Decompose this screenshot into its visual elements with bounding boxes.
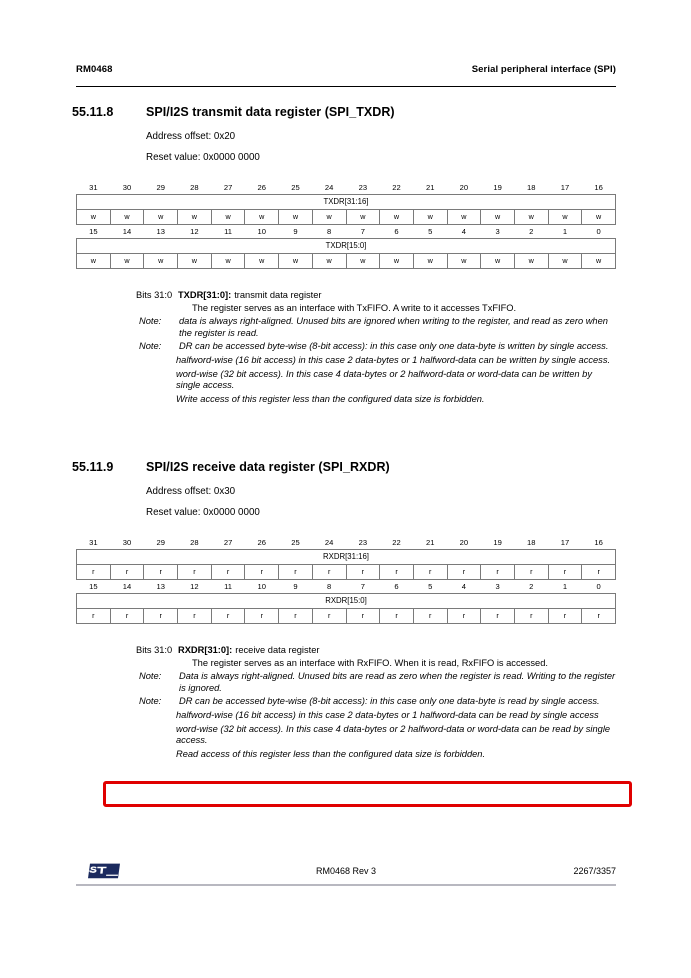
access-cell: w bbox=[110, 254, 144, 269]
bit-number: 9 bbox=[293, 582, 298, 591]
rxdr-low-access-row bbox=[77, 609, 616, 624]
access-cell: r bbox=[279, 609, 313, 624]
access-cell: w bbox=[413, 210, 447, 225]
access-cell: w bbox=[481, 254, 515, 269]
access-cell: r bbox=[312, 565, 346, 580]
bit-number: 24 bbox=[324, 183, 334, 192]
access-cell: r bbox=[582, 565, 616, 580]
access-cell: r bbox=[447, 609, 481, 624]
bit-number: 21 bbox=[425, 538, 435, 547]
bit-number: 26 bbox=[257, 183, 266, 192]
bit-number: 23 bbox=[358, 183, 368, 192]
txdr-low-field-row bbox=[77, 239, 616, 254]
bits-field-name: TXDR[31:0]: bbox=[178, 290, 232, 300]
access-cell: r bbox=[110, 565, 144, 580]
txdr-low-access-row bbox=[77, 254, 616, 269]
access-cell: r bbox=[582, 609, 616, 624]
rxdr-address-offset: Address offset: 0x30 bbox=[146, 486, 236, 497]
access-cell: w bbox=[110, 210, 144, 225]
access-cell: w bbox=[346, 210, 380, 225]
bit-number: 19 bbox=[493, 538, 502, 547]
bit-number: 3 bbox=[495, 582, 500, 591]
bit-number: 20 bbox=[459, 538, 469, 547]
bit-number: 8 bbox=[327, 227, 332, 236]
txdr-high-bit-numbers bbox=[77, 181, 616, 195]
bit-number: 21 bbox=[425, 183, 435, 192]
access-cell: w bbox=[380, 210, 414, 225]
access-cell: r bbox=[380, 609, 414, 624]
bit-number: 31 bbox=[89, 183, 98, 192]
bit-number: 15 bbox=[89, 227, 98, 236]
bit-number: 12 bbox=[190, 582, 199, 591]
access-cell: r bbox=[245, 609, 279, 624]
header-divider bbox=[76, 86, 616, 87]
footer-divider bbox=[76, 884, 616, 886]
bit-number: 1 bbox=[562, 582, 568, 591]
bit-number: 16 bbox=[594, 183, 603, 192]
header-chapter-title: Serial peripheral interface (SPI) bbox=[471, 64, 616, 75]
access-cell: w bbox=[178, 210, 212, 225]
bit-number: 28 bbox=[190, 538, 199, 547]
bit-number: 18 bbox=[527, 538, 536, 547]
note-text: DR can be accessed byte-wise (8-bit access): in this case only one data-byte is read by single access. bbox=[179, 696, 600, 707]
access-cell: w bbox=[77, 254, 111, 269]
bit-number: 4 bbox=[461, 582, 467, 591]
txdr-bit-description bbox=[136, 290, 616, 405]
access-cell: r bbox=[312, 609, 346, 624]
access-cell: r bbox=[380, 565, 414, 580]
rxdr-description: The register serves as an interface with RxFIFO. When it is read, RxFIFO is accessed. bbox=[192, 657, 548, 668]
access-cell: r bbox=[481, 609, 515, 624]
bit-number: 13 bbox=[156, 582, 165, 591]
txdr-note-2-cont-3: Write access of this register less than the configured data size is forbidden. bbox=[176, 393, 485, 404]
txdr-note-2-cont-2: word-wise (32 bit access). In this case 4 data-bytes or 2 halfword-data or word-data can be written by single access. bbox=[176, 368, 592, 391]
note-label: Note: bbox=[139, 341, 162, 352]
access-cell: w bbox=[514, 254, 548, 269]
rxdr-low-field-row bbox=[77, 594, 616, 609]
bit-number: 26 bbox=[257, 538, 266, 547]
txdr-address-offset: Address offset: 0x20 bbox=[146, 131, 236, 142]
access-cell: w bbox=[548, 254, 582, 269]
rxdr-note-2-cont-1: halfword-wise (16 bit access) in this case 2 data-bytes or 1 halfword-data can be read by single access bbox=[176, 709, 599, 720]
access-cell: r bbox=[245, 565, 279, 580]
bit-number: 14 bbox=[122, 227, 132, 236]
bit-number: 28 bbox=[190, 183, 199, 192]
footer-page-number: 2267/3357 bbox=[573, 866, 616, 876]
rxdr-reset-value: Reset value: 0x0000 0000 bbox=[146, 507, 260, 518]
note-label: Note: bbox=[139, 696, 162, 707]
page-footer bbox=[76, 860, 616, 884]
access-cell: w bbox=[582, 210, 616, 225]
access-cell: w bbox=[312, 210, 346, 225]
note-text: DR can be accessed byte-wise (8-bit access): in this case only one data-byte is written by single access. bbox=[179, 341, 609, 352]
access-cell: r bbox=[447, 565, 481, 580]
access-cell: r bbox=[77, 565, 111, 580]
bit-number: 20 bbox=[459, 183, 469, 192]
txdr-register-table bbox=[76, 181, 616, 269]
bit-number: 19 bbox=[493, 183, 502, 192]
section-title: SPI/I2S receive data register (SPI_RXDR) bbox=[146, 460, 390, 474]
txdr-bits-header bbox=[136, 290, 616, 302]
access-cell: r bbox=[178, 609, 212, 624]
header-doc-id: RM0468 bbox=[76, 64, 113, 75]
txdr-note-2-cont-1: halfword-wise (16 bit access) in this case 2 data-bytes or 1 halfword-data can be written by single access. bbox=[176, 354, 611, 365]
bit-number: 18 bbox=[527, 183, 536, 192]
rxdr-note-1 bbox=[136, 671, 616, 694]
access-cell: r bbox=[346, 565, 380, 580]
bit-number: 25 bbox=[291, 538, 300, 547]
rxdr-high-access-row bbox=[77, 565, 616, 580]
access-cell: r bbox=[514, 609, 548, 624]
note-text: Data is always right-aligned. Unused bits are read as zero when the register is read. Writing to the register is ignored. bbox=[179, 671, 616, 693]
access-cell: r bbox=[413, 565, 447, 580]
register-field-name: RXDR[15:0] bbox=[77, 594, 616, 609]
bit-number: 1 bbox=[562, 227, 568, 236]
bit-number: 9 bbox=[293, 227, 298, 236]
bit-number: 10 bbox=[257, 582, 266, 591]
bit-number: 2 bbox=[529, 582, 534, 591]
access-cell: w bbox=[514, 210, 548, 225]
rxdr-note-2 bbox=[136, 696, 616, 708]
page-header bbox=[76, 64, 616, 75]
bit-number: 4 bbox=[461, 227, 467, 236]
access-cell: r bbox=[77, 609, 111, 624]
bit-number: 13 bbox=[156, 227, 165, 236]
bits-range-label: Bits 31:0 bbox=[136, 645, 173, 655]
access-cell: w bbox=[178, 254, 212, 269]
bit-number: 6 bbox=[394, 227, 399, 236]
access-cell: w bbox=[279, 254, 313, 269]
access-cell: r bbox=[514, 565, 548, 580]
bit-number: 29 bbox=[156, 538, 165, 547]
access-cell: w bbox=[413, 254, 447, 269]
bit-number: 0 bbox=[596, 582, 601, 591]
access-cell: r bbox=[211, 609, 245, 624]
section-number: 55.11.8 bbox=[72, 105, 114, 119]
bit-number: 6 bbox=[394, 582, 399, 591]
access-cell: r bbox=[110, 609, 144, 624]
bit-number: 5 bbox=[428, 227, 433, 236]
bit-number: 5 bbox=[428, 582, 433, 591]
access-cell: w bbox=[77, 210, 111, 225]
bit-number: 8 bbox=[327, 582, 332, 591]
rxdr-note-2-cont-3: Read access of this register less than the configured data size is forbidden. bbox=[176, 748, 486, 759]
bit-number: 23 bbox=[358, 538, 368, 547]
section-heading-rxdr bbox=[72, 460, 617, 474]
bit-number: 30 bbox=[122, 538, 132, 547]
section-title: SPI/I2S transmit data register (SPI_TXDR) bbox=[146, 105, 395, 119]
bit-number: 17 bbox=[560, 538, 570, 547]
access-cell: r bbox=[178, 565, 212, 580]
bit-number: 25 bbox=[291, 183, 300, 192]
rxdr-bits-header bbox=[136, 645, 616, 657]
bit-number: 27 bbox=[223, 538, 233, 547]
bit-number: 7 bbox=[360, 227, 365, 236]
access-cell: w bbox=[279, 210, 313, 225]
bits-range-label: Bits 31:0 bbox=[136, 290, 173, 300]
access-cell: w bbox=[245, 210, 279, 225]
rxdr-bit-description bbox=[136, 645, 616, 760]
txdr-high-access-row bbox=[77, 210, 616, 225]
rxdr-register-table bbox=[76, 536, 616, 624]
bits-field-desc: transmit data register bbox=[234, 290, 322, 300]
access-cell: w bbox=[245, 254, 279, 269]
access-cell: w bbox=[582, 254, 616, 269]
bit-number: 14 bbox=[122, 582, 132, 591]
access-cell: r bbox=[481, 565, 515, 580]
bit-number: 12 bbox=[190, 227, 199, 236]
bit-number: 27 bbox=[223, 183, 233, 192]
bit-number: 31 bbox=[89, 538, 98, 547]
red-highlight-annotation bbox=[103, 781, 632, 807]
rxdr-low-bit-numbers bbox=[77, 580, 616, 594]
bit-number: 22 bbox=[392, 538, 401, 547]
bits-field-name: RXDR[31:0]: bbox=[178, 645, 233, 655]
txdr-high-field-row bbox=[77, 195, 616, 210]
access-cell: r bbox=[548, 609, 582, 624]
rxdr-high-bit-numbers bbox=[77, 536, 616, 550]
bit-number: 24 bbox=[324, 538, 334, 547]
register-field-name: TXDR[15:0] bbox=[77, 239, 616, 254]
bit-number: 11 bbox=[224, 227, 233, 236]
bits-field-desc: receive data register bbox=[235, 645, 320, 655]
txdr-reset-value: Reset value: 0x0000 0000 bbox=[146, 152, 260, 163]
access-cell: w bbox=[144, 210, 178, 225]
access-cell: w bbox=[447, 210, 481, 225]
note-label: Note: bbox=[139, 671, 162, 682]
note-label: Note: bbox=[139, 316, 162, 327]
bit-number: 22 bbox=[392, 183, 401, 192]
access-cell: w bbox=[380, 254, 414, 269]
bit-number: 17 bbox=[560, 183, 570, 192]
access-cell: w bbox=[548, 210, 582, 225]
txdr-low-bit-numbers bbox=[77, 225, 616, 239]
bit-number: 2 bbox=[529, 227, 534, 236]
section-heading-txdr bbox=[72, 105, 617, 119]
access-cell: r bbox=[413, 609, 447, 624]
access-cell: r bbox=[144, 609, 178, 624]
access-cell: r bbox=[279, 565, 313, 580]
access-cell: w bbox=[346, 254, 380, 269]
access-cell: w bbox=[481, 210, 515, 225]
access-cell: w bbox=[144, 254, 178, 269]
bit-number: 7 bbox=[360, 582, 365, 591]
access-cell: w bbox=[312, 254, 346, 269]
footer-doc-revision: RM0468 Rev 3 bbox=[315, 866, 377, 876]
access-cell: w bbox=[211, 254, 245, 269]
bit-number: 10 bbox=[257, 227, 266, 236]
access-cell: w bbox=[211, 210, 245, 225]
access-cell: r bbox=[211, 565, 245, 580]
txdr-note-1 bbox=[136, 316, 616, 339]
txdr-note-2 bbox=[136, 341, 616, 353]
bit-number: 11 bbox=[224, 582, 233, 591]
section-number: 55.11.9 bbox=[72, 460, 114, 474]
bit-number: 3 bbox=[495, 227, 500, 236]
rxdr-high-field-row bbox=[77, 550, 616, 565]
bit-number: 29 bbox=[156, 183, 165, 192]
bit-number: 15 bbox=[89, 582, 98, 591]
bit-number: 16 bbox=[594, 538, 603, 547]
bit-number: 30 bbox=[122, 183, 132, 192]
register-field-name: RXDR[31:16] bbox=[77, 550, 616, 565]
access-cell: r bbox=[346, 609, 380, 624]
register-field-name: TXDR[31:16] bbox=[77, 195, 616, 210]
access-cell: w bbox=[447, 254, 481, 269]
bit-number: 0 bbox=[596, 227, 601, 236]
access-cell: r bbox=[144, 565, 178, 580]
rxdr-note-2-cont-2: word-wise (32 bit access). In this case 4 data-bytes or 2 halfword-data or word-data can be read by single access. bbox=[176, 723, 611, 746]
note-text: data is always right-aligned. Unused bits are ignored when writing to the register, and read as zero when the register is read. bbox=[179, 316, 608, 338]
txdr-description: The register serves as an interface with TxFIFO. A write to it accesses TxFIFO. bbox=[192, 302, 517, 313]
access-cell: r bbox=[548, 565, 582, 580]
